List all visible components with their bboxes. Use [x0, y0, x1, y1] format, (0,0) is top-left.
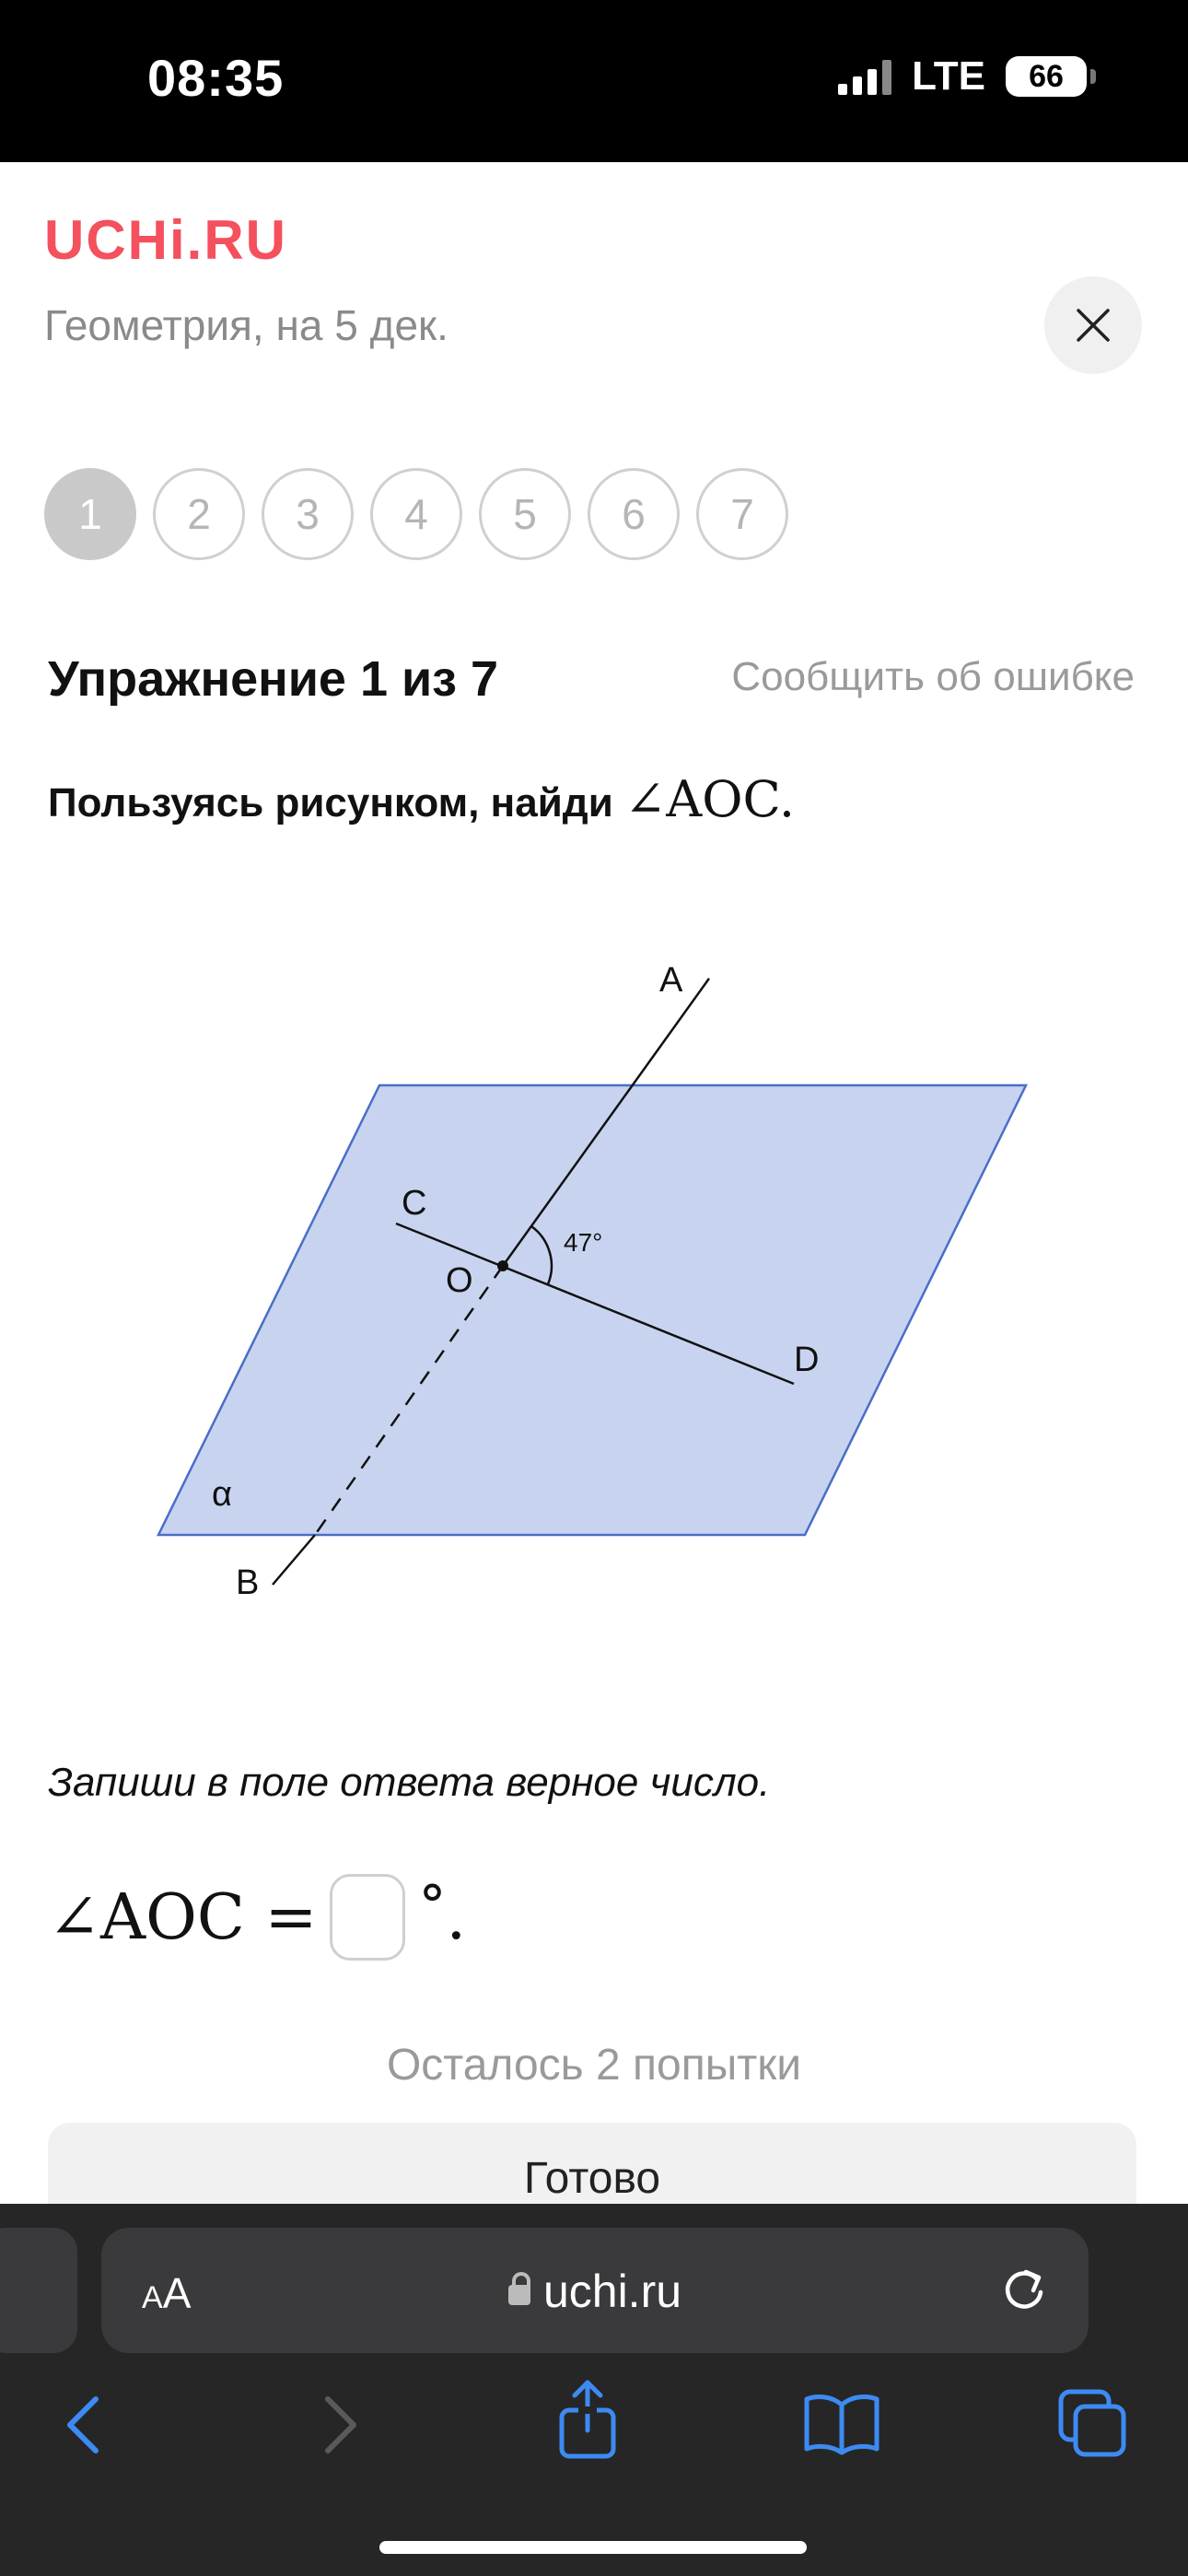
lesson-subtitle: Геометрия, на 5 дек. [44, 301, 448, 349]
logo[interactable]: UCHi.RU [44, 209, 287, 271]
url-text: uchi.ru [542, 2266, 682, 2317]
status-indicators [838, 53, 1087, 100]
previous-tab[interactable] [0, 2228, 77, 2353]
lock-icon [508, 2285, 530, 2305]
angle-label: 47° [564, 1228, 603, 1257]
degree-symbol: ° [418, 1874, 447, 1938]
aa-big: A [162, 2269, 192, 2317]
attempts-remaining: Осталось 2 попытки [386, 2041, 802, 2090]
url-display[interactable] [101, 2265, 1089, 2318]
browser-toolbar [0, 2204, 1188, 2576]
home-indicator [379, 2541, 807, 2554]
answer-lhs: ∠AOC = [48, 1880, 318, 1954]
exercise-title: Упражнение 1 из 7 [48, 651, 499, 707]
label-alpha: α [212, 1475, 232, 1514]
back-icon[interactable] [55, 2388, 111, 2462]
signal-icon [838, 58, 891, 95]
close-button[interactable] [1044, 276, 1142, 374]
question-text [48, 770, 795, 828]
bookmarks-icon[interactable] [803, 2392, 880, 2456]
step-3[interactable]: 3 [262, 468, 354, 560]
answer-row [48, 1874, 466, 1961]
label-a: A [659, 961, 683, 1000]
plane-alpha [158, 1085, 1026, 1535]
share-icon[interactable] [556, 2379, 619, 2462]
tabs-icon[interactable] [1057, 2388, 1127, 2458]
step-1[interactable]: 1 [44, 468, 136, 560]
battery-icon [1006, 56, 1087, 97]
step-6[interactable]: 6 [588, 468, 680, 560]
report-error-link[interactable]: Сообщить об ошибке [731, 654, 1135, 699]
label-d: D [794, 1341, 820, 1379]
label-o: O [446, 1261, 473, 1300]
battery-level: 66 [1029, 58, 1064, 94]
network-type: LTE [912, 53, 985, 99]
label-b: B [236, 1563, 260, 1602]
status-time: 08:35 [147, 49, 285, 107]
aa-small: A [142, 2280, 163, 2315]
status-bar [0, 0, 1188, 162]
reload-icon[interactable] [996, 2263, 1052, 2318]
answer-input[interactable] [330, 1874, 405, 1961]
step-5[interactable]: 5 [479, 468, 571, 560]
question-prompt: Пользуясь рисунком, найди [48, 780, 613, 825]
close-icon [1075, 307, 1112, 344]
instruction-text: Запиши в поле ответа верное число. [48, 1760, 771, 1805]
exercise-stepper [44, 468, 788, 560]
address-bar[interactable] [101, 2228, 1089, 2353]
forward-icon[interactable] [313, 2388, 368, 2462]
point-o [497, 1260, 508, 1271]
question-math: ∠AOC. [623, 770, 796, 828]
done-button-label: Готово [523, 2153, 661, 2203]
step-4[interactable]: 4 [370, 468, 462, 560]
line-ob-visible [273, 1535, 315, 1585]
step-7[interactable]: 7 [696, 468, 788, 560]
label-c: C [402, 1184, 427, 1223]
step-2[interactable]: 2 [153, 468, 245, 560]
geometry-figure [0, 921, 1188, 1640]
answer-period: . [446, 1880, 467, 1954]
